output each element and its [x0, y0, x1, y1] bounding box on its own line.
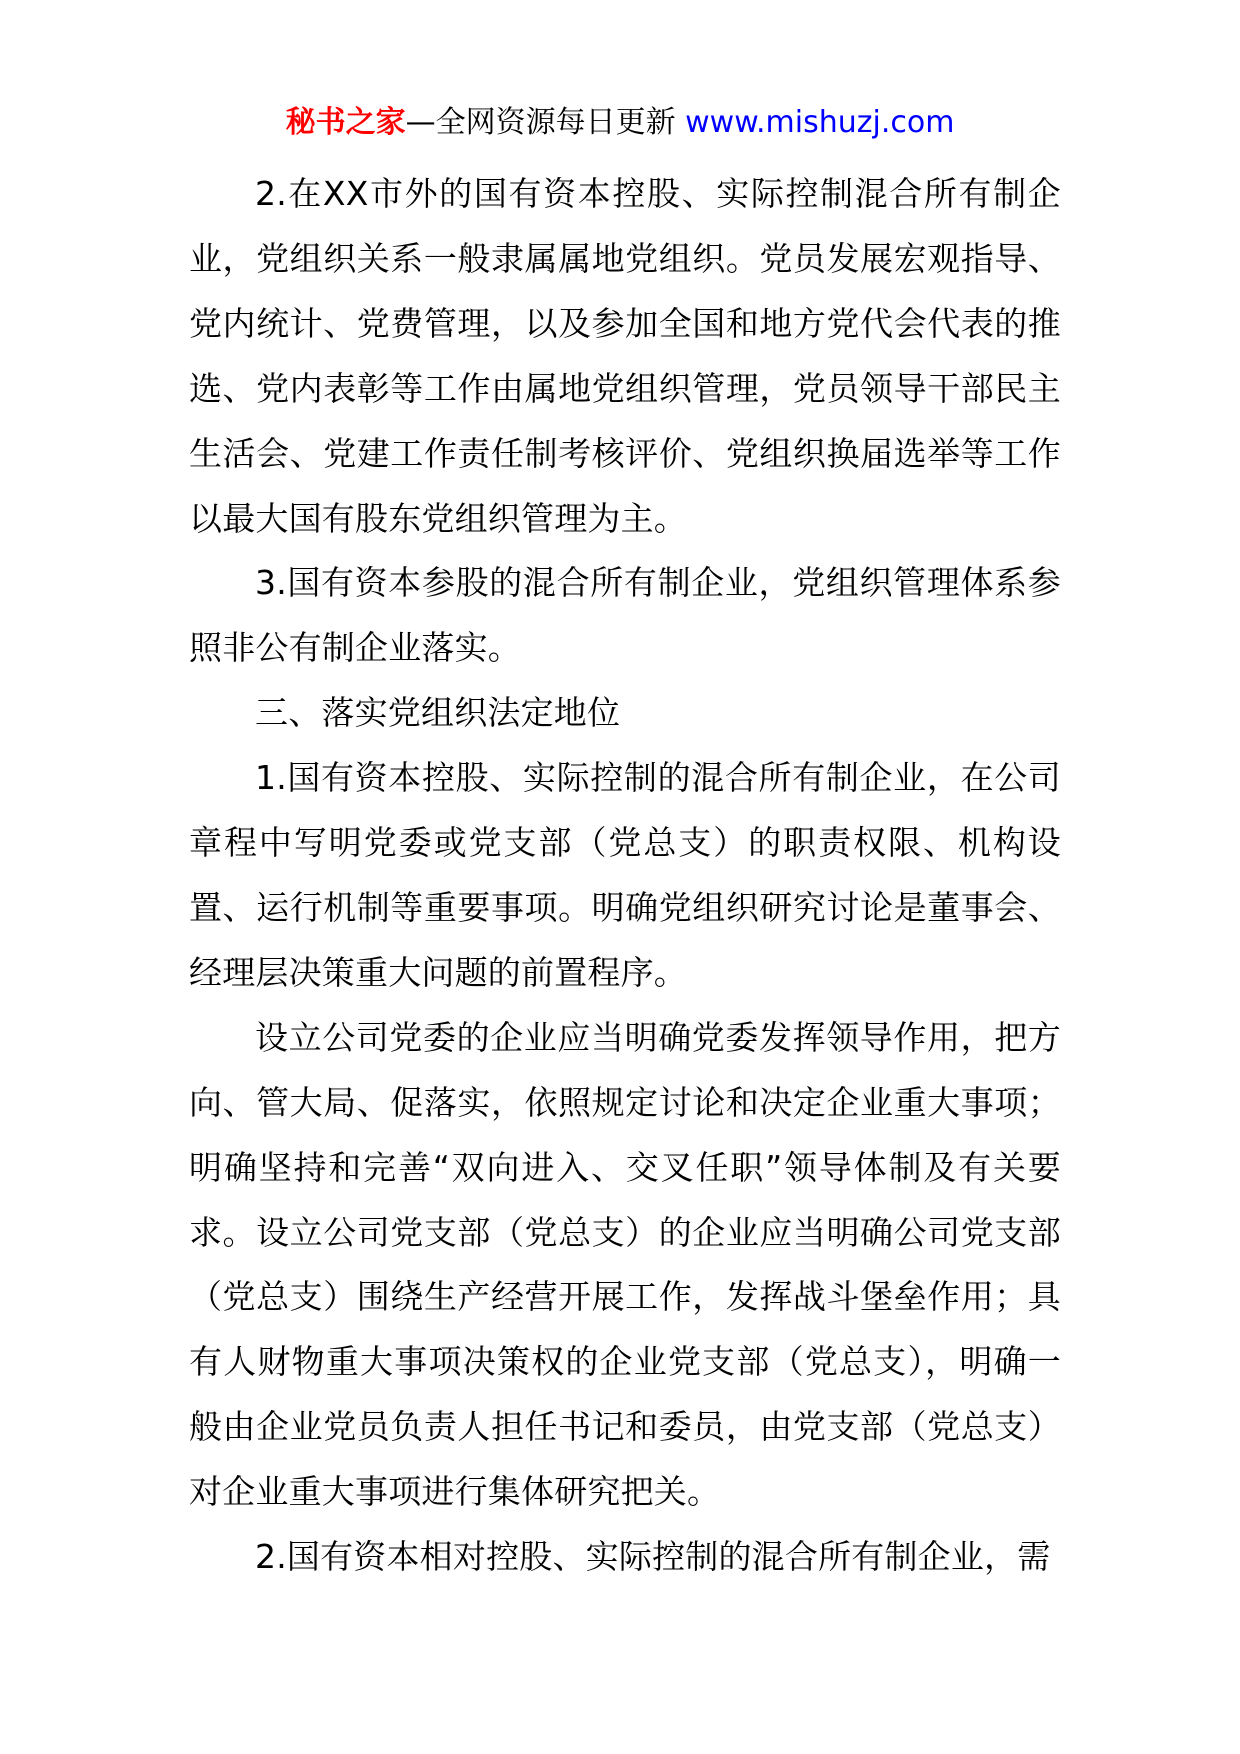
site-tagline: —全网资源每日更新 — [405, 105, 676, 140]
paragraph: 1.国有资本控股、实际控制的混合所有制企业，在公司章程中写明党委或党支部（党总支）的职责权限、机构设置、运行机制等重要事项。明确党组织研究讨论是董事会、经理层决策重大问题的前置程序。 — [189, 758, 1061, 992]
site-url[interactable]: www.mishuzj.com — [685, 105, 955, 140]
page-header — [0, 101, 1240, 145]
paragraph: 2.国有资本相对控股、实际控制的混合所有制企业，需 — [255, 1537, 1051, 1577]
paragraph: 3.国有资本参股的混合所有制企业，党组织管理体系参照非公有制企业落实。 — [189, 563, 1061, 668]
paragraph: 设立公司党委的企业应当明确党委发挥领导作用，把方向、管大局、促落实，依照规定讨论和决定企业重大事项；明确坚持和完善“双向进入、交叉任职”领导体制及有关要求。设立公司党支部（党总支）的企业应当明确公司党支部（党总支）围绕生产经营开展工作，发挥战斗堡垒作用；具有人财物重大事项决策权的企业党支部（党总支），明确一般由企业党员负责人担任书记和委员，由党支部（党总支）对企业重大事项进行集体研究把关。 — [189, 1017, 1061, 1512]
section-heading: 三、落实党组织法定地位 — [255, 693, 621, 733]
paragraph: 2.在XX市外的国有资本控股、实际控制混合所有制企业，党组织关系一般隶属属地党组织。党员发展宏观指导、党内统计、党费管理，以及参加全国和地方党代会代表的推选、党内表彰等工作由属地党组织管理，党员领导干部民主生活会、党建工作责任制考核评价、党组织换届选举等工作以最大国有股东党组织管理为主。 — [189, 174, 1061, 538]
site-brand: 秘书之家 — [285, 105, 406, 140]
document-body — [189, 162, 1061, 1590]
